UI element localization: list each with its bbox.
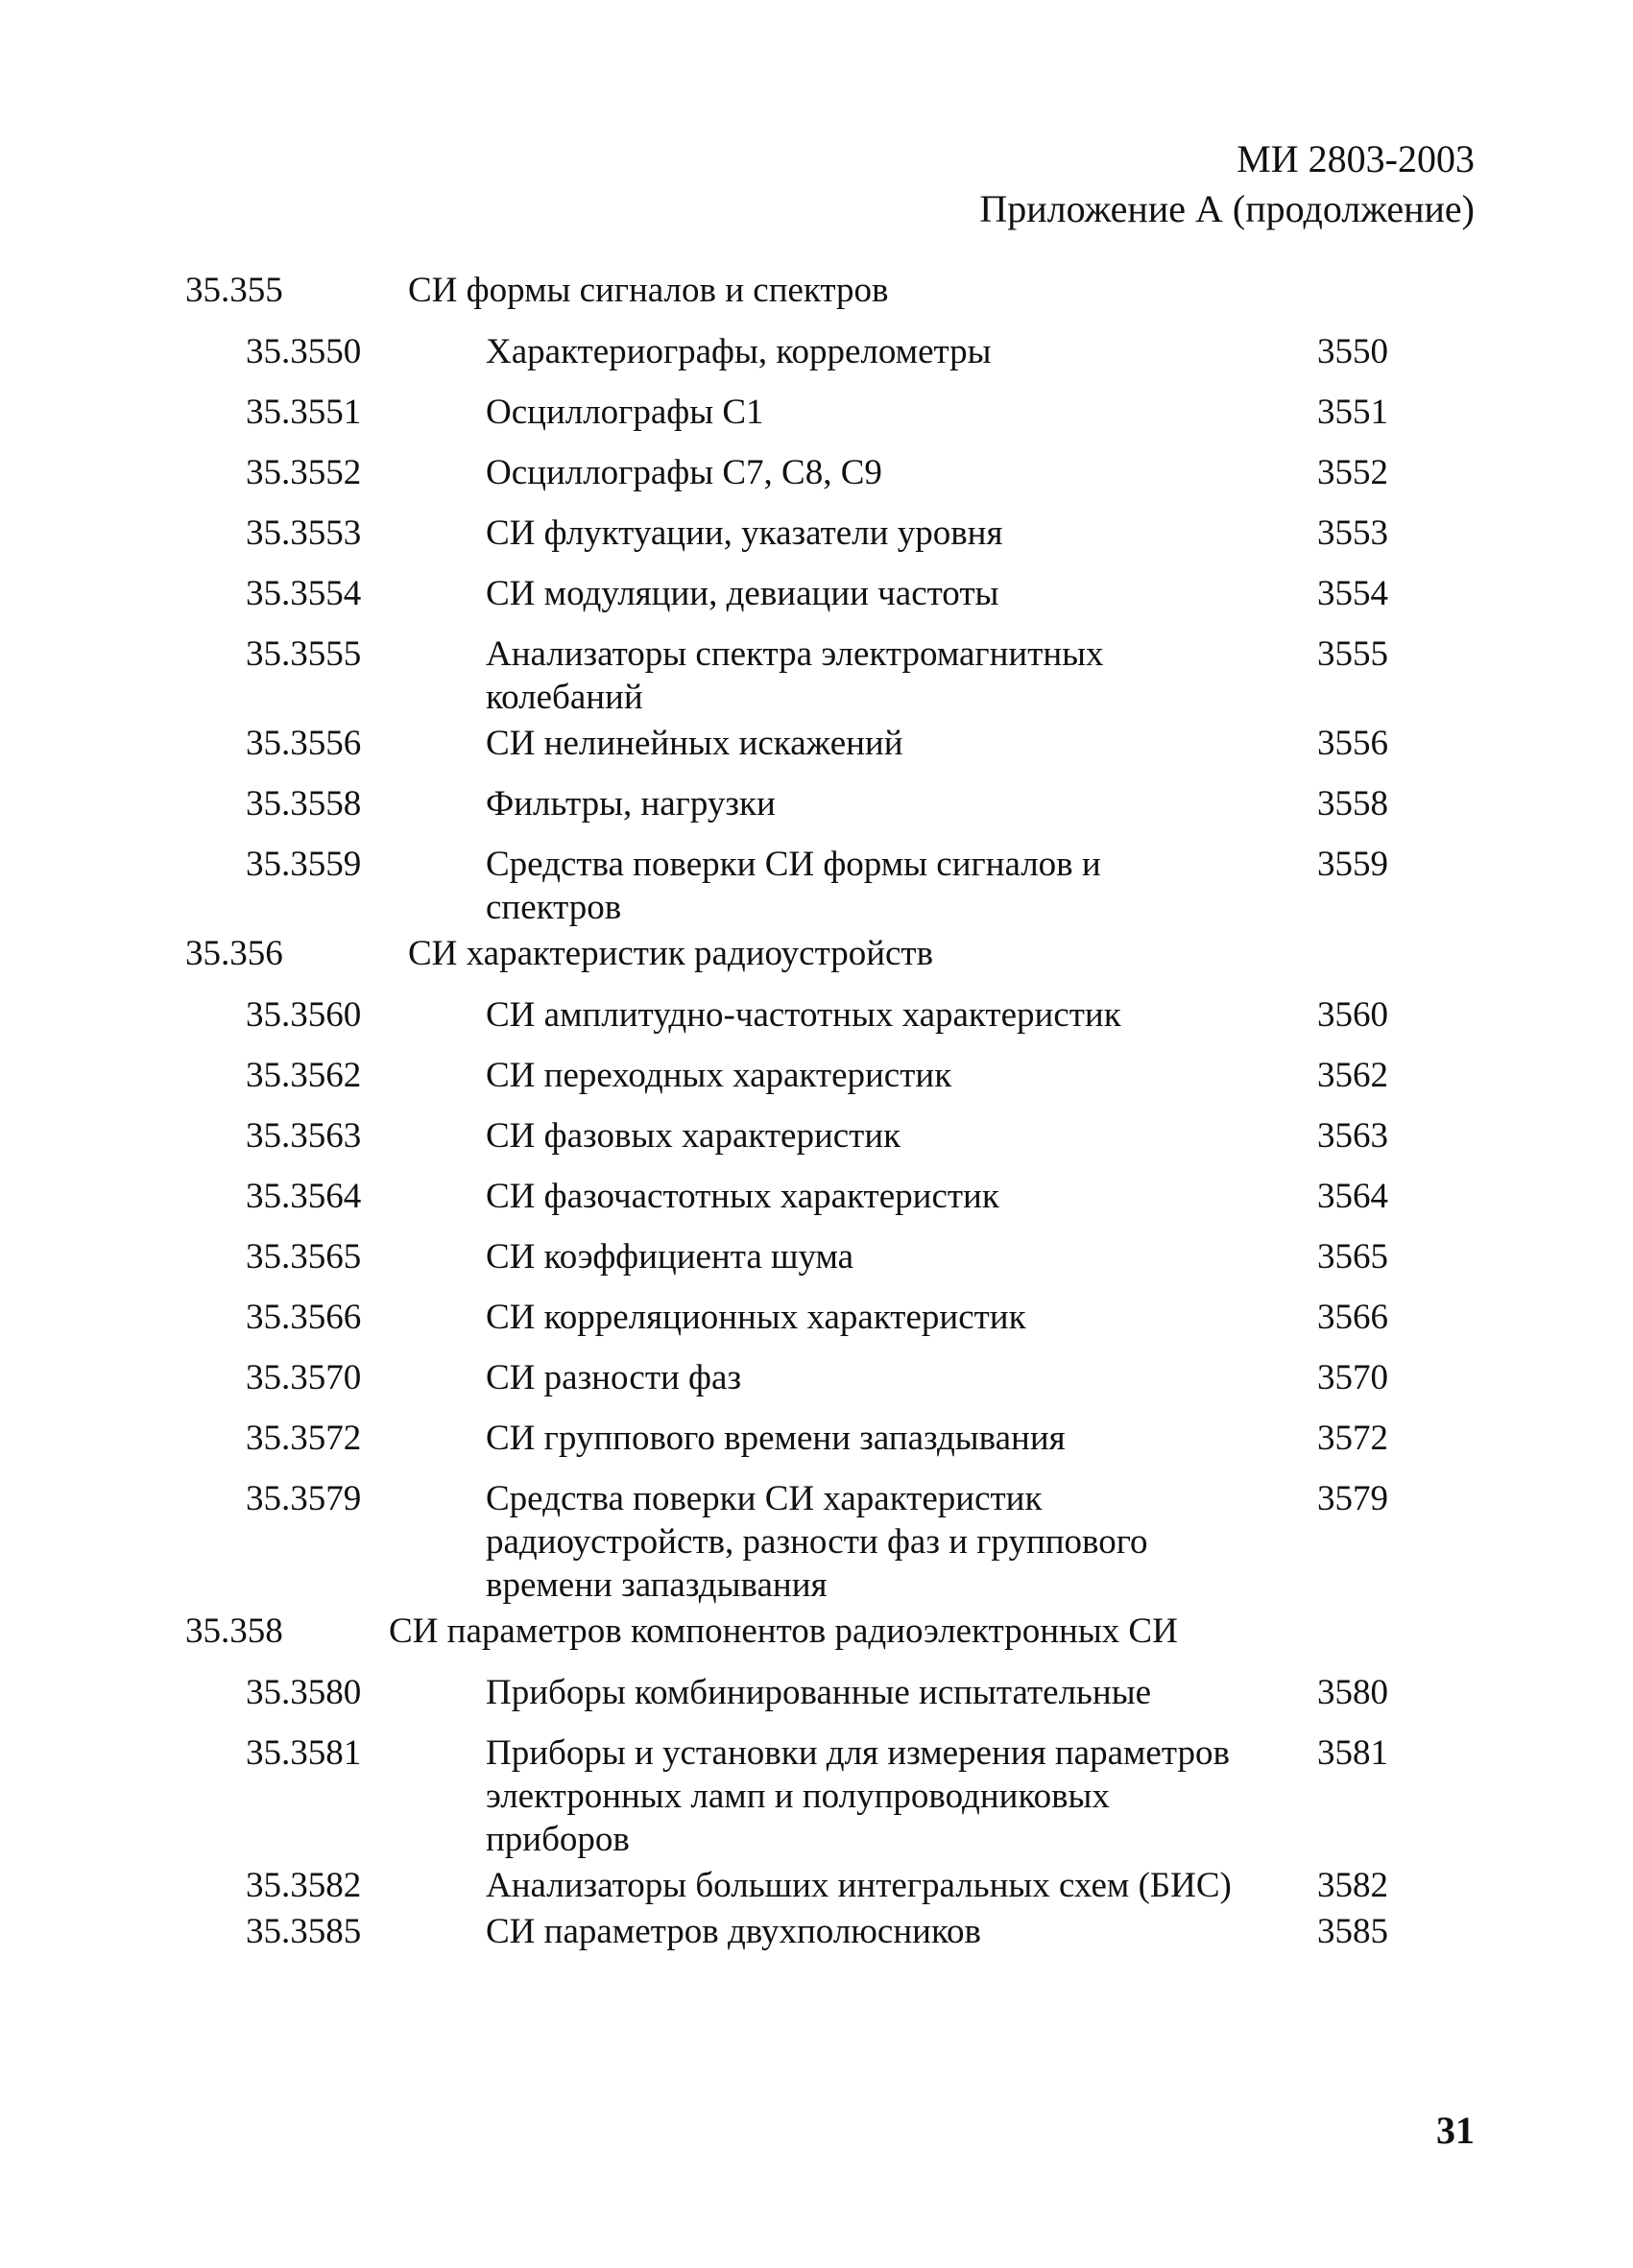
row-number: 3580 [1317,1673,1388,1712]
row-code: 35.3555 [246,634,362,674]
row-code: 35.3558 [246,784,362,824]
row-title: СИ коэффициента шума [486,1237,854,1277]
row-title: СИ модуляции, девиации частоты [486,574,999,613]
row-code: 35.3554 [246,574,362,613]
row-code: 35.3553 [246,513,362,553]
row-title: Приборы и установки для измерения параметров электронных ламп и полупроводниковых приборов [486,1733,1230,1859]
list-item [0,512,1633,572]
row-code: 35.3581 [246,1733,362,1773]
list-item [0,1296,1633,1356]
row-code: 35.3582 [246,1866,362,1905]
row-number: 3553 [1317,513,1388,553]
list-item [0,1235,1633,1296]
row-number: 3550 [1317,332,1388,371]
row-code: 35.3552 [246,453,362,492]
row-title: Характериографы, коррелометры [486,332,992,371]
row-code: 35.358 [185,1611,283,1651]
row-number: 3558 [1317,784,1388,824]
list-item [0,1417,1633,1477]
section-row [0,269,1633,330]
row-number: 3560 [1317,995,1388,1035]
row-number: 3579 [1317,1479,1388,1518]
row-number: 3554 [1317,574,1388,613]
list-item [0,1731,1633,1864]
row-code: 35.3550 [246,332,362,371]
row-title: СИ фазочастотных характеристик [486,1177,999,1216]
section-row [0,932,1633,993]
row-code: 35.3570 [246,1358,362,1397]
row-title: Анализаторы больших интегральных схем (БИС) [486,1866,1232,1905]
row-title: СИ фазовых характеристик [486,1116,901,1156]
row-code: 35.3556 [246,724,362,763]
row-code: 35.355 [185,271,283,310]
row-title: Приборы комбинированные испытательные [486,1673,1152,1712]
row-number: 3570 [1317,1358,1388,1397]
row-number: 3555 [1317,634,1388,674]
row-title: Осциллографы С7, С8, С9 [486,453,882,492]
row-title: Анализаторы спектра электромагнитных колебаний [486,634,1104,717]
row-title: СИ параметров компонентов радиоэлектронных СИ [389,1611,1178,1651]
list-item [0,843,1633,932]
row-code: 35.3585 [246,1912,362,1951]
classification-list [0,269,1633,1970]
row-title: СИ параметров двухполюсников [486,1912,982,1951]
row-code: 35.3579 [246,1479,362,1518]
list-item [0,1477,1633,1610]
list-item [0,782,1633,843]
row-title: СИ переходных характеристик [486,1056,952,1095]
row-title: СИ флуктуации, указатели уровня [486,513,1003,553]
page-header [979,134,1475,234]
list-item [0,722,1633,782]
row-number: 3582 [1317,1866,1388,1905]
row-number: 3552 [1317,453,1388,492]
row-title: СИ характеристик радиоустройств [408,934,934,973]
row-number: 3556 [1317,724,1388,763]
row-code: 35.3562 [246,1056,362,1095]
row-number: 3566 [1317,1298,1388,1337]
row-number: 3562 [1317,1056,1388,1095]
row-number: 3585 [1317,1912,1388,1951]
list-item [0,451,1633,512]
document-id: МИ 2803-2003 [1237,137,1475,180]
row-code: 35.3560 [246,995,362,1035]
row-title: СИ группового времени запаздывания [486,1419,1066,1458]
section-row [0,1610,1633,1671]
row-title: Фильтры, нагрузки [486,784,776,824]
list-item [0,1114,1633,1175]
list-item [0,1910,1633,1970]
page-number: 31 [1436,2109,1475,2152]
row-code: 35.3566 [246,1298,362,1337]
row-number: 3572 [1317,1419,1388,1458]
row-number: 3551 [1317,393,1388,432]
row-code: 35.3580 [246,1673,362,1712]
list-item [0,1864,1633,1910]
row-code: 35.3551 [246,393,362,432]
row-code: 35.3563 [246,1116,362,1156]
row-number: 3563 [1317,1116,1388,1156]
row-title: СИ амплитудно-частотных характеристик [486,995,1121,1035]
list-item [0,633,1633,722]
row-title: СИ корреляционных характеристик [486,1298,1026,1337]
row-number: 3581 [1317,1733,1388,1773]
list-item [0,572,1633,633]
row-title: Средства поверки СИ формы сигналов и спектров [486,845,1101,927]
list-item [0,1054,1633,1114]
row-code: 35.3559 [246,845,362,884]
list-item [0,1175,1633,1235]
list-item [0,1671,1633,1731]
row-title: Осциллографы С1 [486,393,764,432]
row-code: 35.356 [185,934,283,973]
row-number: 3564 [1317,1177,1388,1216]
row-title: СИ нелинейных искажений [486,724,903,763]
row-number: 3559 [1317,845,1388,884]
list-item [0,330,1633,391]
row-title: Средства поверки СИ характеристик радиоустройств, разности фаз и группового времени запаздывания [486,1479,1148,1605]
row-code: 35.3572 [246,1419,362,1458]
list-item [0,993,1633,1054]
row-code: 35.3564 [246,1177,362,1216]
row-title: СИ разности фаз [486,1358,742,1397]
list-item [0,1356,1633,1417]
appendix-label: Приложение А (продолжение) [979,187,1475,230]
row-title: СИ формы сигналов и спектров [408,271,889,310]
row-code: 35.3565 [246,1237,362,1277]
row-number: 3565 [1317,1237,1388,1277]
list-item [0,391,1633,451]
